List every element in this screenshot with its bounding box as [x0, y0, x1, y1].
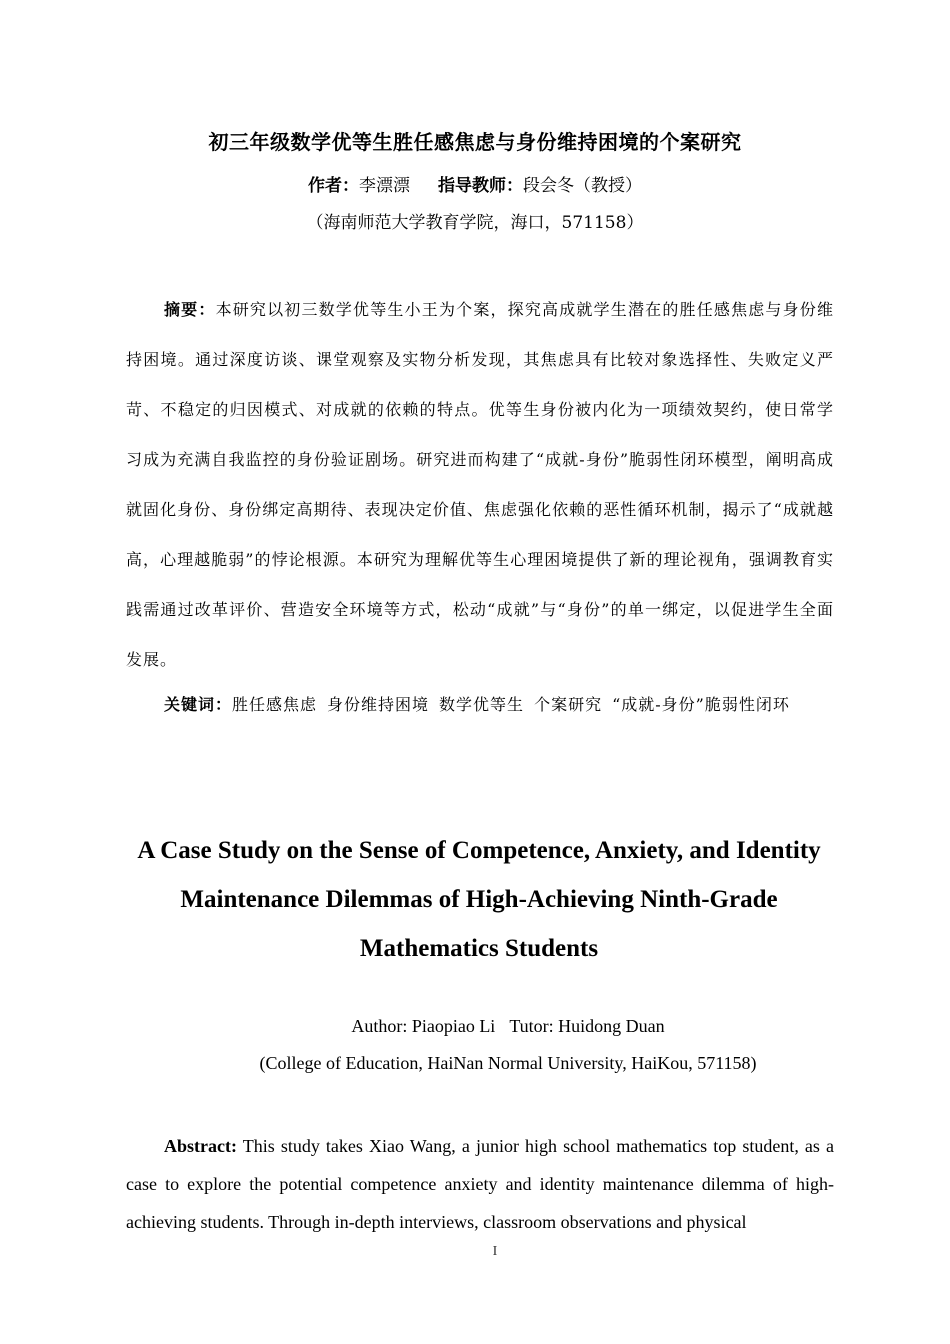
- chinese-abstract: [126, 285, 834, 685]
- keyword: “成就-身份”脆弱性闭环: [612, 695, 790, 714]
- english-tutor: Tutor: Huidong Duan: [509, 1016, 665, 1036]
- keyword: 身份维持困境: [327, 695, 430, 714]
- chinese-keywords: [126, 680, 834, 730]
- english-affiliation: (College of Education, HaiNan Normal University, HaiKou, 571158): [259, 1053, 757, 1073]
- author-name: 李漂漂: [359, 176, 410, 196]
- chinese-author-line: [0, 171, 950, 196]
- tutor-name: 段会冬（教授）: [523, 176, 642, 196]
- english-abstract-label: Abstract:: [164, 1136, 237, 1156]
- keyword: 数学优等生: [439, 695, 525, 714]
- keywords-label: 关键词：: [164, 695, 233, 714]
- abstract-label: 摘要：: [164, 300, 216, 319]
- page-number: I: [492, 1244, 498, 1259]
- chinese-affiliation: （海南师范大学教育学院，海口，571158）: [306, 213, 644, 233]
- keyword: 个案研究: [534, 695, 603, 714]
- english-title: A Case Study on the Sense of Competence, Anxiety, and Identity Maintenance Dilemmas of High-Achieving Ninth-Grade Mathematics Students: [137, 837, 821, 962]
- english-abstract: [126, 1127, 834, 1241]
- author-label: 作者：: [308, 176, 359, 196]
- chinese-title: 初三年级数学优等生胜任感焦虑与身份维持困境的个案研究: [208, 130, 742, 154]
- english-abstract-text: This study takes Xiao Wang, a junior high school mathematics top student, as a case to explore the potential competence anxiety and identity maintenance dilemma of high-achieving students. Through in-depth interviews, classroom observations and physical: [126, 1136, 834, 1232]
- english-author-line: [0, 1016, 950, 1037]
- abstract-text: 本研究以初三数学优等生小王为个案，探究高成就学生潜在的胜任感焦虑与身份维持困境。通过深度访谈、课堂观察及实物分析发现，其焦虑具有比较对象选择性、失败定义严苛、不稳定的归因模式、对成就的依赖的特点。优等生身份被内化为一项绩效契约，使日常学习成为充满自我监控的身份验证剧场。研究进而构建了“成就-身份”脆弱性闭环模型，阐明高成就固化身份、身份绑定高期待、表现决定价值、焦虑强化依赖的恶性循环机制，揭示了“成就越高，心理越脆弱”的悖论根源。本研究为理解优等生心理困境提供了新的理论视角，强调教育实践需通过改革评价、营造安全环境等方式，松动“成就”与“身份”的单一绑定，以促进学生全面发展。: [126, 300, 834, 669]
- keyword: 胜任感焦虑: [232, 695, 318, 714]
- tutor-label: 指导教师：: [438, 176, 523, 196]
- english-author: Author: Piaopiao Li: [351, 1016, 496, 1036]
